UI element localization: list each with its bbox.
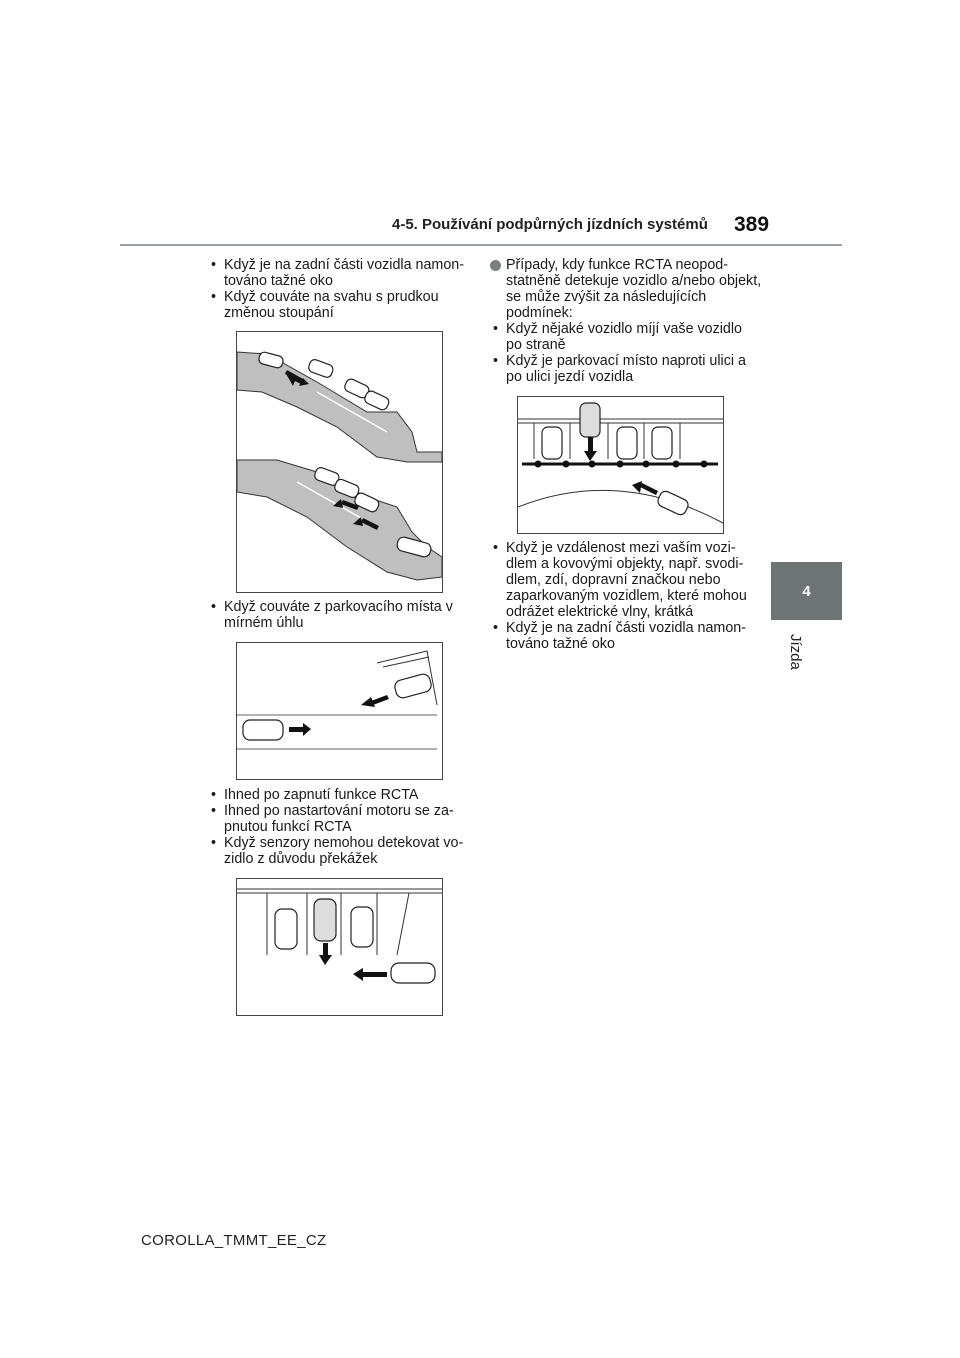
list-item: • Když je na zadní části vozidla namontováno tažné oko [208,257,470,289]
list-item: • Když je vzdálenost mezi vaším vozidlem a kovovými objekty, např. svodidlem, zdí, dopravní značkou nebo zaparkovaným vozidlem, které mohou odrážet elektrické vlny, krátká [490,540,752,620]
figure-angled-parking [236,642,443,780]
bullet-circle-icon [490,260,501,271]
right-list-1 [490,321,752,385]
list-item: • Když je parkovací místo naproti ulici a po ulici jezdí vozidla [490,353,752,385]
left-list-2 [208,599,470,631]
figure-slope-reversing [236,331,443,593]
intro-text: Případy, kdy funkce RCTA neopodstatněně detekuje vozidlo a/nebo objekt, se může zvýšit za následujících podmínek: [506,257,762,321]
chapter-label [784,634,824,674]
document-code: COROLLA_TMMT_EE_CZ [141,1232,327,1249]
list-item: • Když nějaké vozidlo míjí vaše vozidlo po straně [490,321,752,353]
left-list-3 [208,787,470,867]
list-item: • Ihned po zapnutí funkce RCTA [208,787,470,803]
header-divider [120,244,842,246]
figure-parking-street [517,396,724,534]
car-icon [275,899,435,983]
car-icon [542,403,690,517]
list-item: • Ihned po nastartování motoru se zapnutou funkcí RCTA [208,803,470,835]
car-icon [243,673,433,740]
right-list-2 [490,540,752,652]
list-item: • Když je na zadní části vozidla namontováno tažné oko [490,620,752,652]
list-item: • Když senzory nemohou detekovat vozidlo z důvodu překážek [208,835,470,867]
list-item: • Když couváte na svahu s prudkou změnou stoupání [208,289,470,321]
section-title: 4-5. Používání podpůrných jízdních systémů [392,216,708,233]
list-item: • Když couváte z parkovacího místa v mírném úhlu [208,599,470,631]
chapter-label-text: Jízda [787,634,804,670]
left-list-1 [208,257,470,321]
page-number: 389 [734,213,770,236]
chapter-number: 4 [802,582,811,600]
conditions-intro [490,257,764,321]
figure-obstructed-sensors [236,878,443,1016]
chapter-tab[interactable] [771,562,842,620]
